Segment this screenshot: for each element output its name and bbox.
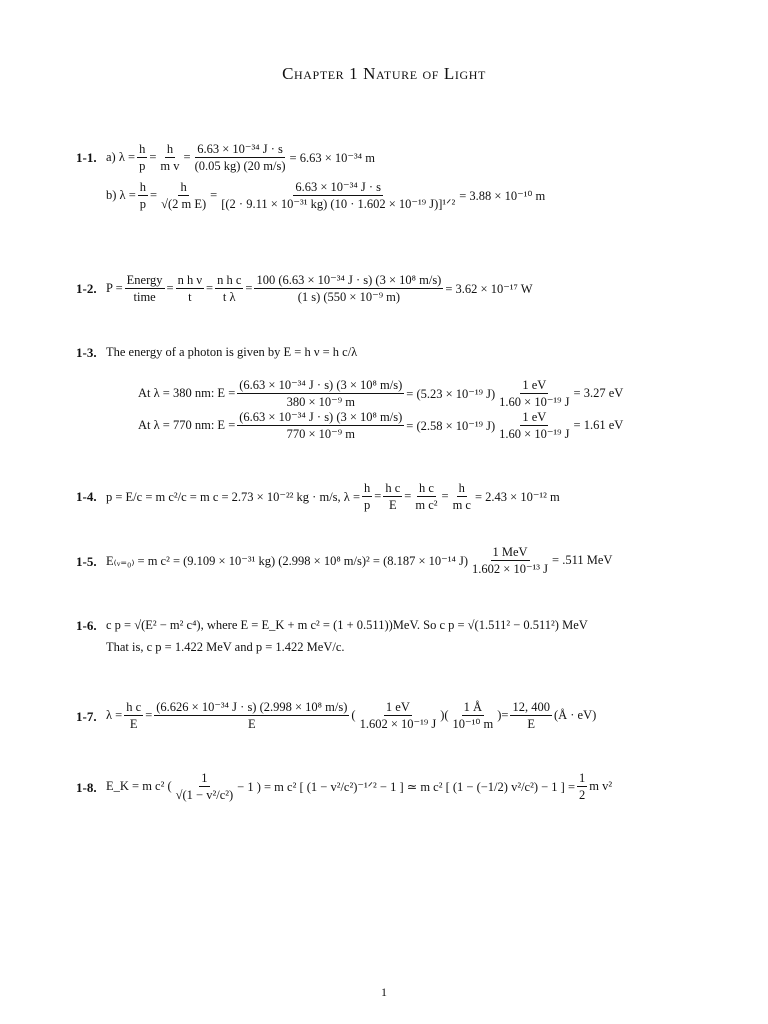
equation-1-7: λ = $\frac{\text{h c}}{E}$ = $\frac{\text{(6.626 × 10⁻³⁴ J · s) (2.998 × 10⁸ m/s)}}{E}$ ( $\frac{1 eV}{\text{1.602 × 10⁻¹⁹ J}}$ )( $\frac{1 Å}{\text{10⁻¹⁰ m}}$ )= $\frac{12, 400}{E}$ (Å · eV): [106, 700, 597, 731]
equation-1-3-770: At λ = 770 nm: E = $\frac{\text{(6.63 × 10⁻³⁴ J · s) (3 × 10⁸ m/s)}}{\text{770 × 10⁻⁹ m}}$ = (2.58 × 10⁻¹⁹ J) $\frac{1 eV}{\text{1.60 × 10⁻¹⁹ J}}$ = 1.61 eV: [138, 410, 624, 441]
equation-1-3-380: At λ = 380 nm: E = $\frac{\text{(6.63 × 10⁻³⁴ J · s) (3 × 10⁸ m/s)}}{\text{380 × 10⁻⁹ m}}$ = (5.23 × 10⁻¹⁹ J) $\frac{1 eV}{\text{1.60 × 10⁻¹⁹ J}}$ = 3.27 eV: [138, 378, 624, 409]
problem-number: 1-6.: [76, 618, 97, 633]
problem-number: 1-8.: [76, 780, 97, 795]
problem-number: 1-4.: [76, 489, 97, 504]
problem-number: 1-5.: [76, 554, 97, 569]
equation-1-6-line1: c p = √(E² − m² c⁴), where E = E_K + m c² = (1 + 0.511))MeV. So c p = √(1.511² − 0.511²) MeV: [106, 618, 588, 632]
problem-number: 1-3.: [76, 345, 97, 360]
equation-1-1a: a) λ = $\frac{h}{p}$ = $\frac{h}{\text{m v}}$ = $\frac{\text{6.63 × 10⁻³⁴ J · s}}{(0.05 kg) (20 m/s)}$ = 6.63 × 10⁻³⁴ m: [106, 142, 375, 173]
problem-intro: The energy of a photon is given by E = h ν = h c/λ: [106, 345, 358, 359]
equation-1-8: E_K = m c² ( $\frac{1}{\text{√(1 − v²/c²)}}$ − 1 ) = m c² [ (1 − v²/c²)⁻¹ᐟ² − 1 ] ≃ m c² [ (1 − (−1/2) v²/c²) − 1 ] = $\frac{1}{2}$ m v²: [106, 771, 613, 802]
equation-1-5: E₍ᵥ₌₀₎ = m c² = (9.109 × 10⁻³¹ kg) (2.998 × 10⁸ m/s)² = (8.187 × 10⁻¹⁴ J) $\frac{\text{1 MeV}}{\text{1.602 × 10⁻¹³ J}}$ = .511 MeV: [106, 545, 613, 576]
equation-1-6-line2: That is, c p = 1.422 MeV and p = 1.422 MeV/c.: [106, 640, 345, 654]
page-number: 1: [381, 985, 387, 999]
page-title: Chapter 1 Nature of Light: [282, 64, 486, 83]
problem-number: 1-7.: [76, 709, 97, 724]
problem-number: 1-2.: [76, 281, 97, 296]
equation-1-1b: b) λ = $\frac{h}{p}$ = $\frac{h}{\text{√(2 m E)}}$ = $\frac{\text{6.63 × 10⁻³⁴ J · s}}{\text{[(2 · 9.11 × 10⁻³¹ kg) (10 · 1.602 × 10⁻¹⁹ J)]¹ᐟ²}}$ = 3.88 × 10⁻¹⁰ m: [106, 180, 546, 211]
equation-1-4: p = E/c = m c²/c = m c = 2.73 × 10⁻²² kg · m/s, λ = $\frac{h}{p}$ = $\frac{\text{h c}}{E}$ = $\frac{\text{h c}}{\text{m c²}}$ = $\frac{h}{\text{m c}}$ = 2.43 × 10⁻¹² m: [106, 481, 560, 512]
equation-1-2: P = $\frac{\text{Energy}}{\text{time}}$ = $\frac{\text{n h ν}}{t}$ = $\frac{\text{n h c}}{\text{t λ}}$ = $\frac{\text{100 (6.63 × 10⁻³⁴ J · s) (3 × 10⁸ m/s)}}{\text{(1 s) (550 × 10⁻⁹ m)}}$ = 3.62 × 10⁻¹⁷ W: [106, 273, 533, 304]
problem-number: 1-1.: [76, 150, 97, 165]
